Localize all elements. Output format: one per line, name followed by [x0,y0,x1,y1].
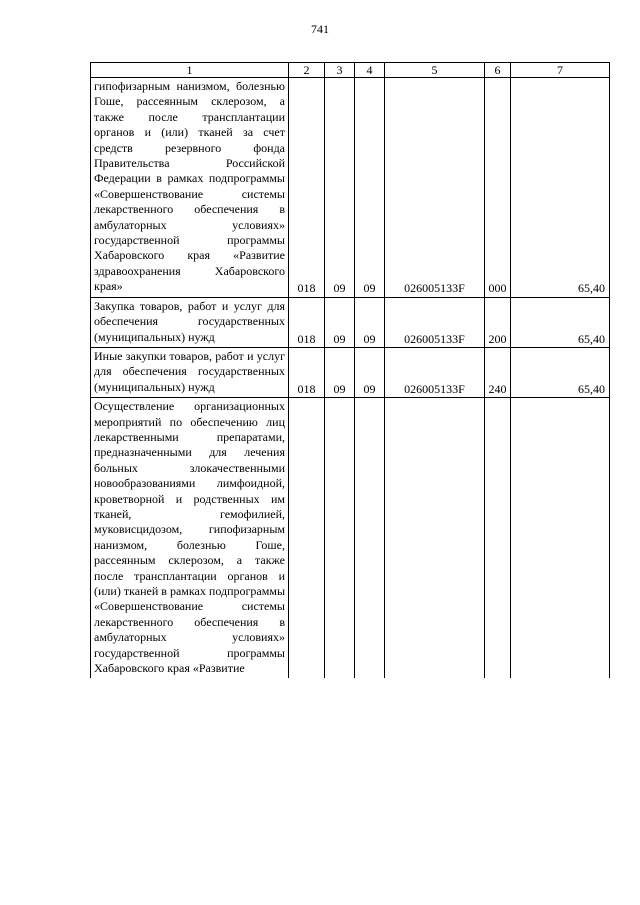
table-row [91,398,610,679]
row-name: Иные закупки товаров, работ и услуг для обеспечения государственных (муниципальных) нужд [91,347,289,397]
col-header-6: 6 [485,63,511,78]
cell-col7 [511,398,610,679]
table-row [91,297,610,347]
cell-col6: 200 [485,297,511,347]
budget-table [90,62,610,678]
cell-col6 [485,398,511,679]
table-row [91,78,610,298]
cell-col2: 018 [289,78,325,298]
cell-col7: 65,40 [511,78,610,298]
table-row [91,347,610,397]
col-header-7: 7 [511,63,610,78]
col-header-5: 5 [385,63,485,78]
row-name: гипофизарным нанизмом, болезнью Гоше, рассеянным склерозом, а также после трансплантации органов и (или) тканей за счет средств резервного фонда Правительства Российской Федерации в рамках подпрограммы «Совершенствование системы лекарственного обеспечения в амбулаторных условиях» государственной программы Хабаровского края «Развитие здравоохранения Хабаровского края» [91,78,289,298]
cell-col2 [289,398,325,679]
cell-col7: 65,40 [511,347,610,397]
header-row [91,63,610,78]
cell-col2: 018 [289,347,325,397]
cell-col3: 09 [325,297,355,347]
cell-col7: 65,40 [511,297,610,347]
cell-col4: 09 [355,78,385,298]
cell-col6: 240 [485,347,511,397]
cell-col4 [355,398,385,679]
col-header-1: 1 [91,63,289,78]
col-header-3: 3 [325,63,355,78]
cell-col3: 09 [325,347,355,397]
cell-col3 [325,398,355,679]
cell-col4: 09 [355,347,385,397]
page-number: 741 [311,22,329,36]
row-name: Закупка товаров, работ и услуг для обеспечения государственных (муниципальных) нужд [91,297,289,347]
cell-col6: 000 [485,78,511,298]
row-name: Осуществление организационных мероприятий по обеспечению лиц лекарственными препаратами, предназначенными для лечения больных злокачественными новообразованиями лимфоидной, кроветворной и родственных им тканей, гемофилией, муковисцидозом, гипофизарным нанизмом, болезнью Гоше, рассеянным склерозом, а также после трансплантации органов и (или) тканей в рамках подпрограммы «Совершенствование системы лекарственного обеспечения в амбулаторных условиях» государственной программы Хабаровского края «Развитие [91,398,289,679]
cell-col4: 09 [355,297,385,347]
cell-col5: 026005133F [385,297,485,347]
cell-col5 [385,398,485,679]
cell-col5: 026005133F [385,78,485,298]
cell-col5: 026005133F [385,347,485,397]
col-header-2: 2 [289,63,325,78]
col-header-4: 4 [355,63,385,78]
cell-col2: 018 [289,297,325,347]
cell-col3: 09 [325,78,355,298]
